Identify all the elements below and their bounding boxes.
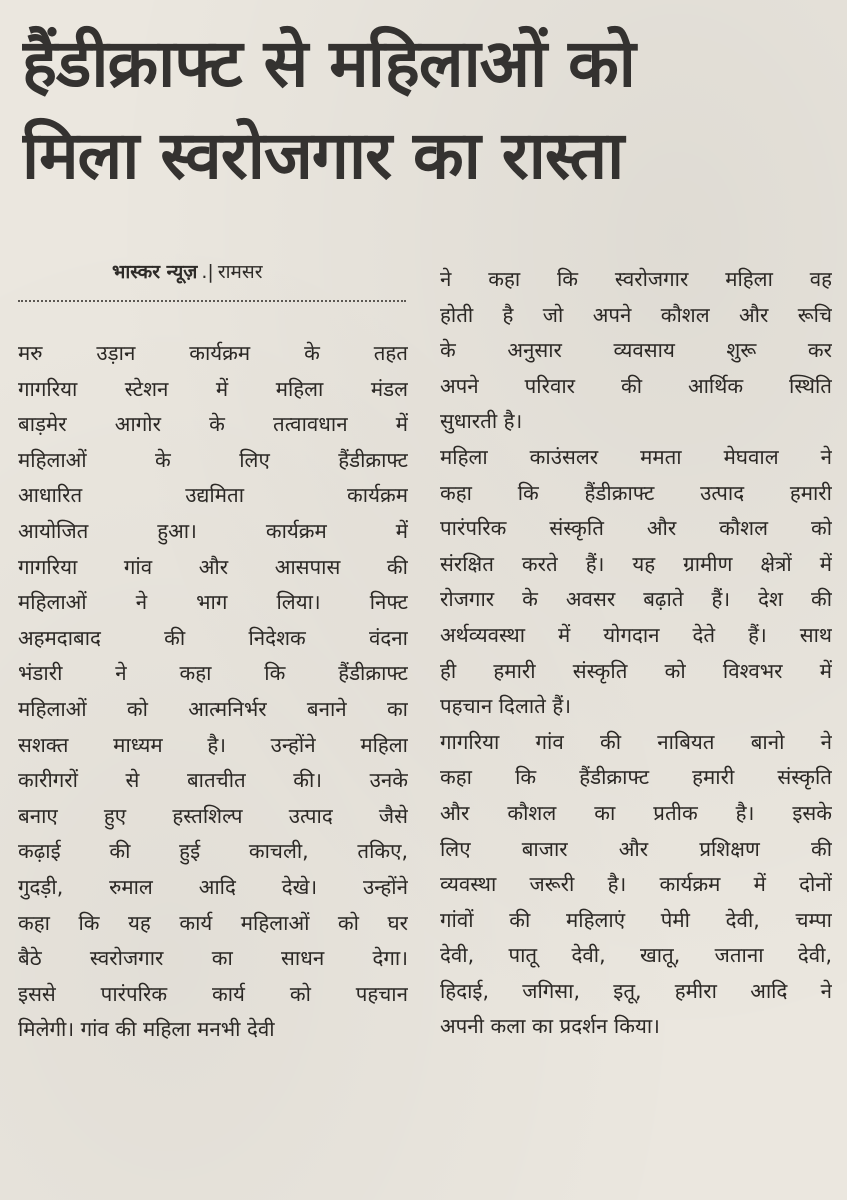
article-line: पारंपरिक संस्कृति और कौशल को [440, 516, 832, 541]
article-line: पहचान दिलाते हैं। [440, 694, 572, 719]
article-line: ही हमारी संस्कृति को विश्वभर में [440, 658, 832, 683]
article-line: महिलाओं को आत्मनिर्भर बनाने का [18, 696, 408, 721]
article-line: होती है जो अपने कौशल और रूचि [440, 302, 832, 327]
article-line: बाड़मेर आगोर के तत्वावधान में [18, 412, 408, 437]
article-line: रोजगार के अवसर बढ़ाते हैं। देश की [440, 587, 832, 612]
article-line: महिलाओं के लिए हैंडीक्राफ्ट [18, 447, 408, 472]
article-line: देवी, पातू देवी, खातू, जताना देवी, [440, 943, 832, 968]
article-line: गागरिया गांव की नाबियत बानो ने [440, 729, 832, 754]
article-line: अपनी कला का प्रदर्शन किया। [440, 1014, 660, 1039]
headline [22, 18, 837, 202]
article-line: के अनुसार व्यवसाय शुरू कर [440, 338, 832, 363]
article-line: ने कहा कि स्वरोजगार महिला वह [440, 267, 832, 291]
article-line: सुधारती है। [440, 409, 523, 434]
article-line: हिदाई, जगिसा, इतू, हमीरा आदि ने [440, 978, 832, 1003]
article-line: गांवों की महिलाएं पेमी देवी, चम्पा [440, 907, 832, 932]
article-line: आयोजित हुआ। कार्यक्रम में [18, 518, 408, 543]
article-line: आधारित उद्यमिता कार्यक्रम [18, 483, 408, 508]
headline-line-1: हैंडीक्राफ्ट से महिलाओं को [22, 25, 635, 102]
article-line: भंडारी ने कहा कि हैंडीक्राफ्ट [18, 661, 408, 686]
article-line: संरक्षित करते हैं। यह ग्रामीण क्षेत्रों में [440, 551, 832, 576]
article-line: व्यवस्था जरूरी है। कार्यक्रम में दोनों [440, 872, 832, 897]
article-column-1 [18, 336, 408, 1048]
article-line: महिलाओं ने भाग लिया। निफ्ट [18, 590, 408, 615]
article-line: बनाए हुए हस्तशिल्प उत्पाद जैसे [18, 803, 408, 828]
article-line: मिलेगी। गांव की महिला मनभी देवी [18, 1017, 275, 1042]
article-line: कढ़ाई की हुई काचली, तकिए, [18, 839, 408, 864]
byline-place: रामसर [217, 261, 263, 283]
byline-agency: भास्कर न्यूज़ [112, 261, 198, 283]
headline-line-2: मिला स्वरोजगार का रास्ता [22, 117, 624, 194]
article-line: कहा कि हैंडीक्राफ्ट हमारी संस्कृति [440, 765, 832, 790]
byline [112, 258, 263, 284]
article-line: गागरिया गांव और आसपास की [18, 554, 408, 579]
article-line: गागरिया स्टेशन में महिला मंडल [18, 376, 408, 401]
article-line: महिला काउंसलर ममता मेघवाल ने [440, 444, 832, 469]
article-line: कहा कि यह कार्य महिलाओं को घर [18, 910, 408, 935]
article-line: कहा कि हैंडीक्राफ्ट उत्पाद हमारी [440, 480, 832, 505]
article-line: बैठे स्वरोजगार का साधन देगा। [18, 946, 408, 971]
article-line: अपने परिवार की आर्थिक स्थिति [440, 373, 832, 398]
article-line: और कौशल का प्रतीक है। इसके [440, 800, 832, 825]
article-line: अर्थव्यवस्था में योगदान देते हैं। साथ [440, 622, 832, 647]
byline-separator: .| [201, 261, 214, 283]
article-line: कारीगरों से बातचीत की। उनके [18, 768, 408, 793]
article-line: लिए बाजार और प्रशिक्षण की [440, 836, 832, 861]
article-line: गुदड़ी, रुमाल आदि देखे। उन्होंने [18, 874, 408, 899]
byline-divider [18, 300, 406, 302]
article-line: अहमदाबाद की निदेशक वंदना [18, 625, 408, 650]
article-line: इससे पारंपरिक कार्य को पहचान [18, 981, 408, 1006]
article-column-2 [440, 262, 832, 1045]
article-line: सशक्त माध्यम है। उन्होंने महिला [18, 732, 408, 757]
article-line: मरु उड़ान कार्यक्रम के तहत [18, 341, 408, 365]
